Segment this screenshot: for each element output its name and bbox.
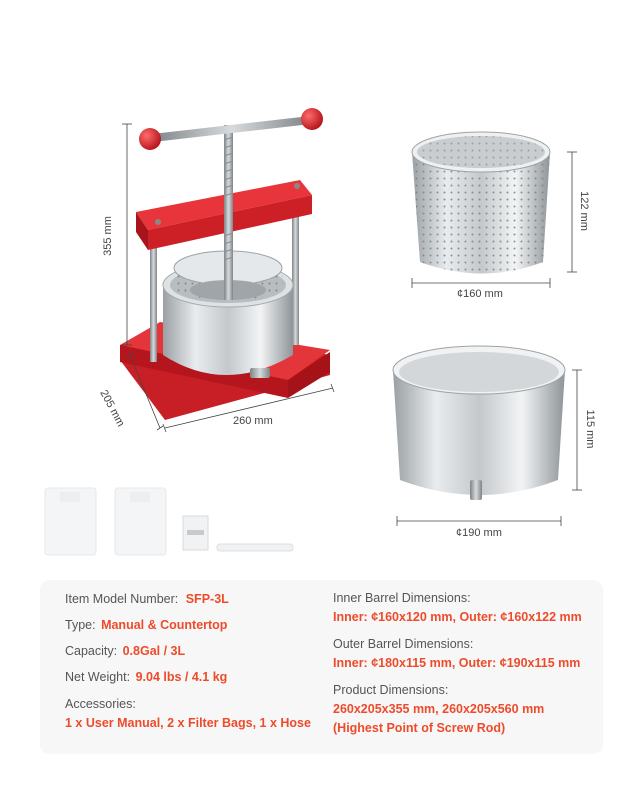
capacity-value: 0.8Gal / 3L [122, 644, 186, 658]
weight-row [65, 670, 227, 684]
outer-barrel [393, 346, 565, 500]
press-post-left [150, 232, 157, 362]
model-row [65, 592, 229, 606]
accessories-value: 1 x User Manual, 2 x Filter Bags, 1 x Hose [65, 716, 311, 730]
press-screw [224, 125, 233, 300]
product-dimensions-label: Product Dimensions: [333, 683, 449, 697]
weight-label: Net Weight: [65, 670, 131, 684]
accessories-label: Accessories: [65, 697, 136, 711]
type-label: Type: [65, 618, 96, 632]
capacity-row [65, 644, 185, 658]
inner-barrel-value: Inner: ¢160x120 mm, Outer: ¢160x122 mm [333, 610, 582, 624]
model-label: Item Model Number: [65, 592, 179, 606]
height-dimension-label: 355 mm [102, 216, 114, 256]
outer-diameter-dimension-label: ¢190 mm [456, 527, 502, 539]
press-post-right [292, 205, 299, 345]
type-value: Manual & Countertop [101, 618, 228, 632]
inner-barrel [412, 132, 550, 274]
outer-height-dimension-label: 115 mm [584, 409, 596, 449]
capacity-label: Capacity: [65, 644, 118, 658]
product-dimensions-value-2: (Highest Point of Screw Rod) [333, 721, 506, 735]
outer-barrel-label: Outer Barrel Dimensions: [333, 637, 474, 651]
product-dimensions-value-1: 260x205x355 mm, 260x205x560 mm [333, 702, 545, 716]
hose [217, 544, 293, 551]
outer-barrel-value: Inner: ¢180x115 mm, Outer: ¢190x115 mm [333, 656, 581, 670]
filter-bag-1 [45, 488, 96, 555]
filter-bag-2 [115, 488, 166, 555]
weight-value: 9.04 lbs / 4.1 kg [135, 670, 228, 684]
type-row [65, 618, 227, 632]
user-manual [183, 516, 208, 550]
inner-barrel-label: Inner Barrel Dimensions: [333, 591, 471, 605]
spec-card [40, 580, 603, 754]
inner-height-dimension-label: 122 mm [578, 191, 590, 231]
width-dimension-label: 260 mm [233, 415, 273, 427]
model-value: SFP-3L [185, 592, 229, 606]
inner-diameter-dimension-label: ¢160 mm [457, 288, 503, 300]
depth-dimension-label: 205 mm [97, 388, 127, 429]
